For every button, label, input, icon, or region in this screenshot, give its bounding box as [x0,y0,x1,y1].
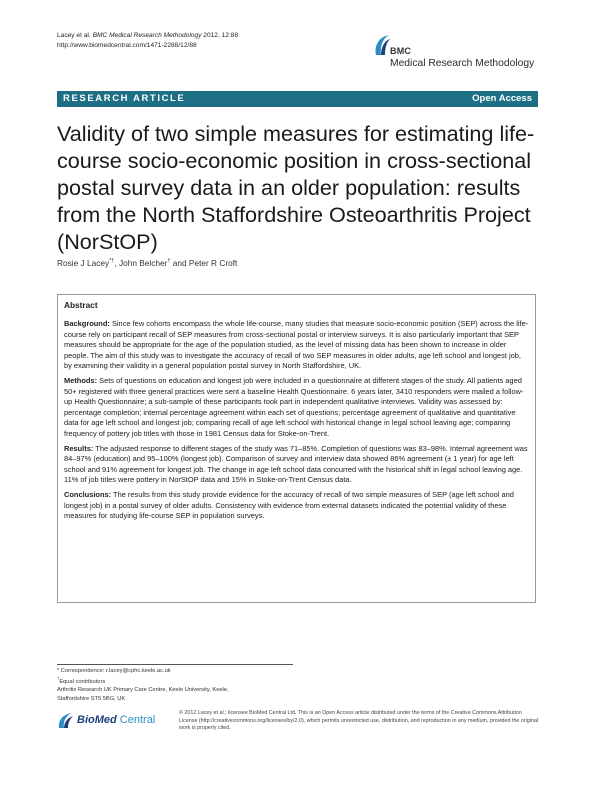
biomed-central-logo [57,712,177,730]
equal-contributors-text: Equal contributors [59,679,106,686]
author-marks: *† [109,258,115,265]
section-label: Results: [64,443,94,453]
footnote-divider [57,664,293,665]
journal-logo-bmc: BMC [390,46,412,56]
footnote-mark: * [57,668,60,674]
citation-authors: Lacey et al. [57,32,91,39]
open-access-label: Open Access [472,93,532,104]
article-banner [57,91,538,107]
abstract-methods [64,376,530,440]
author-marks: † [167,258,171,265]
wordmark-light: Central [116,714,156,726]
journal-logo [373,33,543,73]
biomed-central-mark-icon [57,712,75,730]
section-text: Sets of questions on education and longest job were included in a questionnaire at different stages of the study. All patients aged 50+ registered with three general practices were sent a baseline Health Questionnaire. 6 years later, 3410 responders were mailed a follow-up Health Questionnaire; a sub-sample of these participants took part in independent qualitative interviews. Validity was assessed by: percentage completion; internal percentage agreement within each set of questions; percentage agreement of qualitative and quantitative data for age left school and longest job; comparing recall of age left school with historical change in legal school leaving age; comparing frequency of pottery job titles with those in 1981 Census data for Stoke-on-Trent. [64,375,524,438]
correspondence-text[interactable]: Correspondence: r.lacey@cphc.keele.ac.uk [59,668,171,674]
abstract-results [64,444,530,486]
section-text: The results from this study provide evidence for the accuracy of recall of two simple measures of SEP (age left school and longest job) in a postal survey of older adults. Consistency with evidence from external datasets indicated the potential validity of these measures for studying life-course SEP in population surveys. [64,489,514,521]
author-name: Rosie J Lacey [57,258,110,268]
section-label: Conclusions: [64,489,112,499]
section-text: Since few cohorts encompass the whole life-course, many studies that measure socio-economic position (SEP) across the life-course rely on participant recall of SEP measures from cross-sectional postal or interview surveys. It is also particularly important that SEP measures should be appropriate for the age of the population studied, as the level of missing data has been shown to increase in older people. The aim of this study was to investigate the accuracy of recall of two SEP measures in older adults, age left school and longest job, by examining their validity in a general population postal survey in North Staffordshire, UK. [64,319,529,371]
citation-journal: BMC Medical Research Methodology [92,32,202,39]
equal-contributors-note [57,675,229,686]
journal-logo-name: Medical Research Methodology [390,58,535,69]
citation-header [57,31,238,50]
section-label: Background: [64,319,110,328]
citation-url[interactable]: http://www.biomedcentral.com/1471-2288/12/88 [57,41,197,49]
biomed-central-wordmark [77,714,155,726]
affiliation-line: Arthritis Research UK Primary Care Centre, Keele University, Keele, [57,687,229,694]
abstract-body [64,319,530,526]
author-list [57,258,237,268]
abstract-box [57,294,536,603]
author-separator: and [170,258,189,268]
abstract-conclusions [64,490,530,522]
license-statement: © 2012 Lacey et al.; licensee BioMed Central Ltd. This is an Open Access article distributed under the terms of the Creative Commons Attribution License (http://creativecommons.org/licenses/by/2.0), which permits unrestricted use, distribution, and reproduction in any medium, provided the original work is properly cited. [179,710,539,732]
footnote-mark: † [57,676,60,682]
article-title: Validity of two simple measures for estimating life-course socio-economic position in cross-sectional postal survey data in an older population: results from the North Staffordshire Osteoarthritis Project (NorStOP) [57,121,535,254]
affiliation-line: Staffordshire ST5 5BG, UK [57,695,126,702]
abstract-heading: Abstract [64,300,98,310]
author-name: John Belcher [118,258,168,268]
section-text: The adjusted response to different stages of the study was 71–85%. Completion of questions was 83–98%. Internal agreement was 84–97% (education) and 95–100% (longest job). Comparison of survey and interview data showed 86% agreement (± 1 year) for age left school and 91% agreement for longest job. The change in age left school data concurred with the historical shift in legal school leaving age. 11% of job titles were pottery in NorStOP data and 15% in Stoke-on-Trent Census data. [64,443,528,485]
citation-year-volume: 2012, 12:88 [203,32,239,39]
author-separator: , [114,258,119,268]
article-type-label: RESEARCH ARTICLE [63,93,186,104]
section-label: Methods: [64,375,98,385]
footnotes [57,667,229,703]
abstract-background [64,319,530,372]
correspondence-note [57,667,229,675]
wordmark-bold: BioMed [77,714,117,726]
author-name: Peter R Croft [188,258,238,268]
